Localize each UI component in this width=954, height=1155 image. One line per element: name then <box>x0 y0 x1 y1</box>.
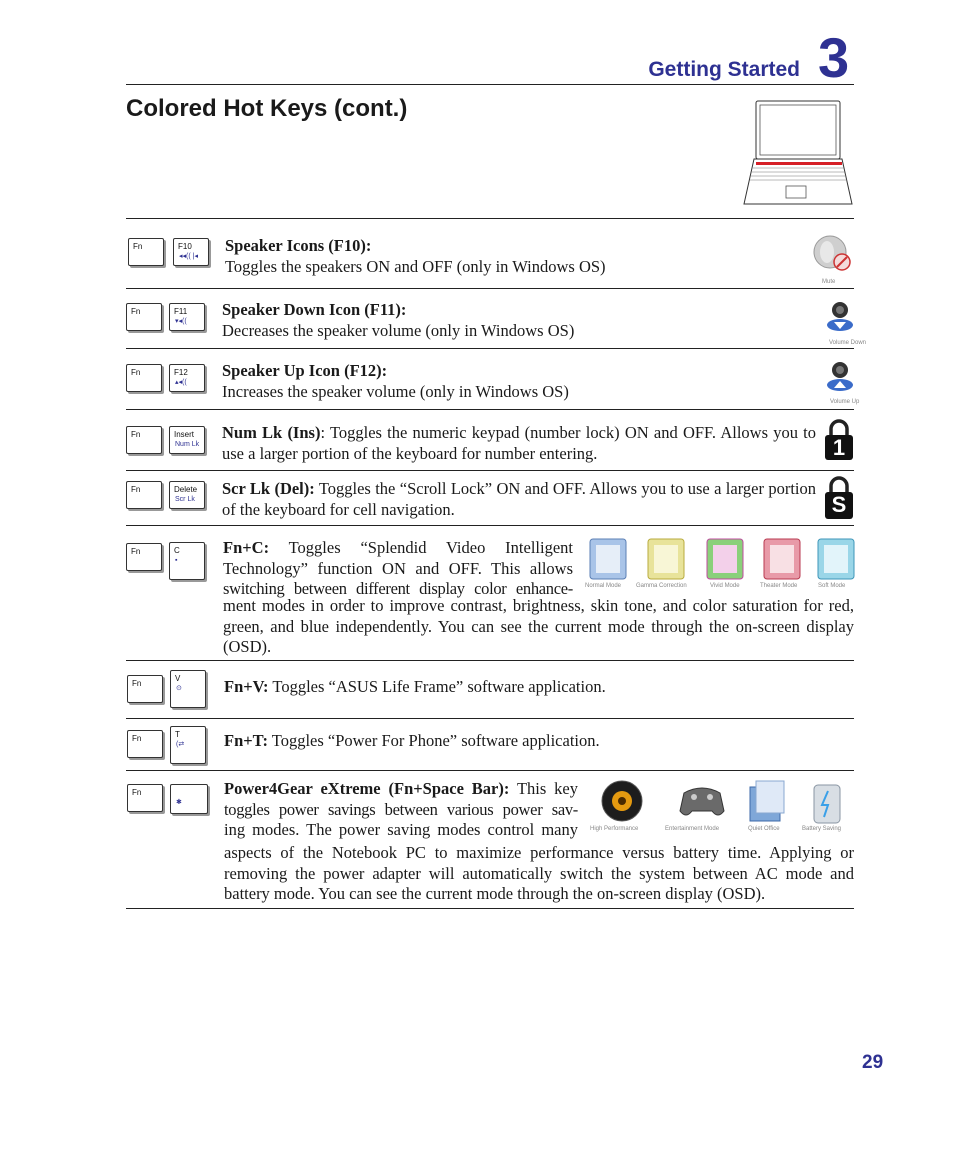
mode-label: Soft Mode <box>818 583 846 589</box>
mode-label: High Performance <box>590 826 639 832</box>
volume-down-caption: Volume Down <box>829 340 867 346</box>
t-key: T (⇄ <box>170 726 206 764</box>
mode-label: Normal Mode <box>585 583 622 589</box>
entry-power-for-phone: Fn+T: Toggles “Power For Phone” software application. <box>224 731 600 750</box>
entry-life-frame: Fn+V: Toggles “ASUS Life Frame” software application. <box>224 677 606 696</box>
power4gear-mode-icons <box>588 777 858 827</box>
chapter-label: Getting Started <box>648 58 800 81</box>
num-lock-glyph: 1 <box>832 435 846 460</box>
volume-up-icon <box>823 358 857 400</box>
space-key: ✱ <box>170 784 208 814</box>
f11-key: F11 ▾◂(( <box>169 303 205 331</box>
fn-key: Fn <box>126 364 162 392</box>
mode-label: Vivid Mode <box>710 583 740 589</box>
vivid-mode-icon <box>707 539 743 579</box>
entry-splendid-body: ment modes in order to improve contrast, brightness, skin tone, and color saturation for red, green, and blue independently. You can see the current mode through the on-screen display (OSD). <box>223 596 854 656</box>
rule <box>126 409 854 410</box>
entry-power4gear-body: aspects of the Notebook PC to maximize performance versus battery time. Applying or removing the power adapter will automatically switch the system between AC mode and battery mode. You can see the current mode through the on-screen display (OSD). <box>224 843 854 903</box>
high-performance-icon <box>602 781 642 821</box>
f10-key: F10 ◂◂(( |◂ <box>173 238 209 266</box>
entry-splendid-head: Fn+C: Toggles “Splendid Video Intelligent Technology” function ON and OFF. This allows switching between different display color enhance- <box>223 538 573 598</box>
mode-label: Quiet Office <box>748 826 780 832</box>
mute-icon <box>810 230 856 280</box>
splendid-mode-icons <box>584 535 856 587</box>
v-key: V ⊙ <box>170 670 206 708</box>
fn-key: Fn <box>127 784 163 812</box>
c-key: C ▪ <box>169 542 205 580</box>
laptop-illustration <box>740 98 856 208</box>
entry-speaker-icons: Speaker Icons (F10): Toggles the speakers ON and OFF (only in Windows OS) <box>225 236 606 276</box>
fn-key: Fn <box>126 426 162 454</box>
scroll-lock-glyph: S <box>831 492 847 517</box>
mode-label: Theater Mode <box>760 583 798 589</box>
entry-num-lock: Num Lk (Ins): Toggles the numeric keypad (number lock) ON and OFF. Allows you to use a larger portion of the keyboard for number entering. <box>222 423 816 463</box>
rule <box>126 660 854 661</box>
volume-down-icon <box>823 298 857 340</box>
fn-key: Fn <box>126 543 162 571</box>
fn-key: Fn <box>127 675 163 703</box>
header-rule <box>126 84 854 85</box>
rule <box>126 718 854 719</box>
rule <box>126 348 854 349</box>
rule <box>126 525 854 526</box>
quiet-office-icon <box>750 781 784 821</box>
normal-mode-icon <box>590 539 626 579</box>
fn-key: Fn <box>127 730 163 758</box>
page-title: Colored Hot Keys (cont.) <box>126 95 408 122</box>
battery-saving-icon <box>814 785 840 823</box>
mode-label: Battery Saving <box>802 826 842 832</box>
delete-key: Delete Scr Lk <box>169 481 205 509</box>
volume-up-caption: Volume Up <box>830 399 860 405</box>
rule <box>126 908 854 909</box>
entry-scroll-lock: Scr Lk (Del): Toggles the “Scroll Lock” ON and OFF. Allows you to use a larger portion of the keyboard for cell navigation. <box>222 479 817 519</box>
insert-key: Insert Num Lk <box>169 426 205 454</box>
fn-key: Fn <box>126 481 162 509</box>
fn-key: Fn <box>128 238 164 266</box>
theater-mode-icon <box>764 539 800 579</box>
mute-caption: Mute <box>822 279 836 285</box>
mode-label: Entertainment Mode <box>665 826 720 832</box>
entertainment-mode-icon <box>680 788 724 815</box>
soft-mode-icon <box>818 539 854 579</box>
f12-key: F12 ▴◂(( <box>169 364 205 392</box>
mode-label: Gamma Correction <box>636 583 687 589</box>
entry-speaker-down: Speaker Down Icon (F11): Decreases the speaker volume (only in Windows OS) <box>222 300 575 340</box>
fn-key: Fn <box>126 303 162 331</box>
entry-power4gear-head: Power4Gear eXtreme (Fn+Space Bar): This key toggles power savings between various power sav- ing modes. The power saving modes control many <box>224 779 578 839</box>
page-number: 29 <box>862 1052 884 1073</box>
rule <box>126 770 854 771</box>
chapter-number: 3 <box>818 26 850 89</box>
rule <box>126 470 854 471</box>
entry-speaker-up: Speaker Up Icon (F12): Increases the speaker volume (only in Windows OS) <box>222 361 569 401</box>
rule <box>126 288 854 289</box>
rule <box>126 218 854 219</box>
gamma-correction-icon <box>648 539 684 579</box>
